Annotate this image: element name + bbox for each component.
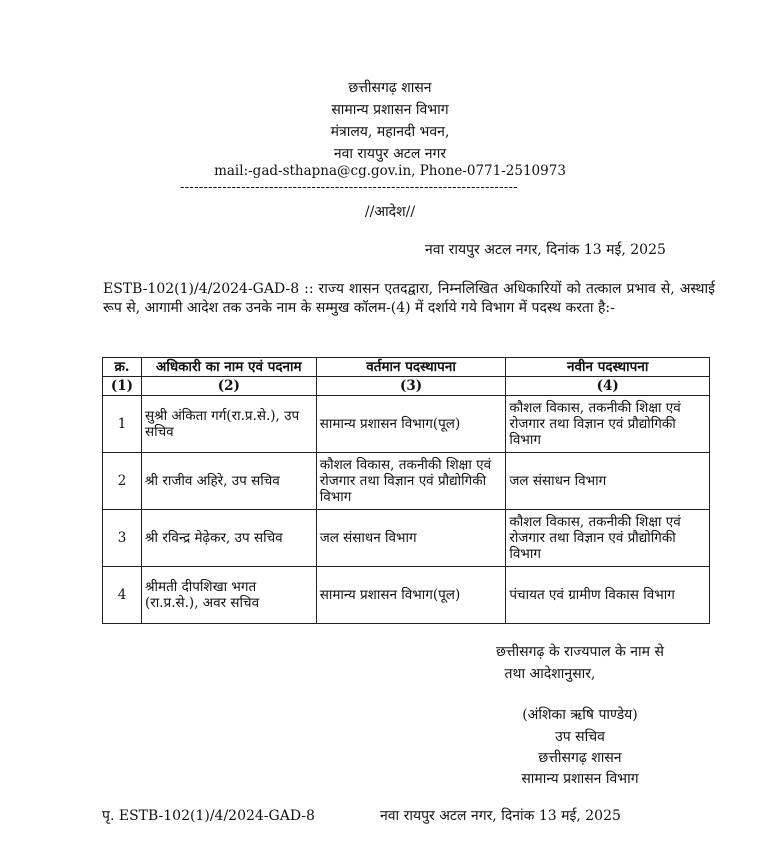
endorsement-date: नवा रायपुर अटल नगर, दिनांक 13 मई, 2025 <box>380 808 621 824</box>
table-header-row <box>103 358 710 377</box>
row-officer: श्री राजीव अहिरे, उप सचिव <box>141 453 316 510</box>
header-current-posting: वर्तमान पदस्थापना <box>316 358 506 377</box>
row-serial: 4 <box>103 567 142 624</box>
endorsement-ref: पृ. ESTB-102(1)/4/2024-GAD-8 <box>102 808 315 824</box>
header-serial: क्र. <box>103 358 142 377</box>
header-dept: सामान्य प्रशासन विभाग <box>331 102 449 118</box>
row-current-posting: सामान्य प्रशासन विभाग(पूल) <box>316 396 506 453</box>
row-serial: 2 <box>103 453 142 510</box>
row-serial: 1 <box>103 396 142 453</box>
order-title: //आदेश// <box>364 204 416 220</box>
header-contact: mail:-gad-sthapna@cg.gov.in, Phone-0771-2510973 <box>214 163 566 179</box>
row-new-posting: कौशल विकास, तकनीकी शिक्षा एवं रोजगार तथा विज्ञान एवं प्रौद्योगिकी विभाग <box>506 510 710 567</box>
header-new-posting: नवीन पदस्थापना <box>506 358 710 377</box>
signatory-name: (अंशिका ऋषि पाण्डेय) <box>522 707 638 723</box>
header-building: मंत्रालय, महानदी भवन, <box>330 124 450 140</box>
header-govt: छत्तीसगढ़ शासन <box>348 80 432 96</box>
row-new-posting: पंचायत एवं ग्रामीण विकास विभाग <box>506 567 710 624</box>
table-index-row <box>103 377 710 396</box>
row-current-posting: जल संसाधन विभाग <box>316 510 506 567</box>
row-officer: सुश्री अंकिता गर्ग(रा.प्र.से.), उप सचिव <box>141 396 316 453</box>
table-row <box>103 510 710 567</box>
signatory-dept: सामान्य प्रशासन विभाग <box>521 771 639 787</box>
row-officer: श्री रविन्द्र मेढ़ेकर, उप सचिव <box>141 510 316 567</box>
col-index-3: (3) <box>316 377 506 396</box>
header-officer: अधिकारी का नाम एवं पदनाम <box>141 358 316 377</box>
row-current-posting: कौशल विकास, तकनीकी शिक्षा एवं रोजगार तथा विज्ञान एवं प्रौद्योगिकी विभाग <box>316 453 506 510</box>
header-divider: ------------------------------------------------------------------------ <box>180 180 518 195</box>
header-city: नवा रायपुर अटल नगर <box>333 146 447 162</box>
signature-authority-line1: छत्तीसगढ़ के राज्यपाल के नाम से <box>496 644 664 660</box>
table-row <box>103 567 710 624</box>
table-row <box>103 396 710 453</box>
table-row <box>103 453 710 510</box>
row-officer: श्रीमती दीपशिखा भगत (रा.प्र.से.), अवर सचिव <box>141 567 316 624</box>
signatory-designation: उप सचिव <box>555 729 605 745</box>
signature-authority-line2: तथा आदेशानुसार, <box>504 666 596 682</box>
col-index-4: (4) <box>506 377 710 396</box>
posting-table <box>102 357 710 624</box>
row-current-posting: सामान्य प्रशासन विभाग(पूल) <box>316 567 506 624</box>
order-date: नवा रायपुर अटल नगर, दिनांक 13 मई, 2025 <box>425 242 666 258</box>
row-new-posting: कौशल विकास, तकनीकी शिक्षा एवं रोजगार तथा विज्ञान एवं प्रौद्योगिकी विभाग <box>506 396 710 453</box>
row-new-posting: जल संसाधन विभाग <box>506 453 710 510</box>
order-body-paragraph: ESTB-102(1)/4/2024-GAD-8 :: राज्य शासन एतदद्वारा, निम्नलिखित अधिकारियों को तत्काल प्रभाव से, अस्थाई रूप से, आगामी आदेश तक उनके नाम के सम्मुख कॉलम-(4) में दर्शाये गये विभाग में पदस्थ करता है:- <box>103 281 716 316</box>
col-index-2: (2) <box>141 377 316 396</box>
col-index-1: (1) <box>103 377 142 396</box>
signatory-govt: छत्तीसगढ़ शासन <box>538 750 622 766</box>
row-serial: 3 <box>103 510 142 567</box>
